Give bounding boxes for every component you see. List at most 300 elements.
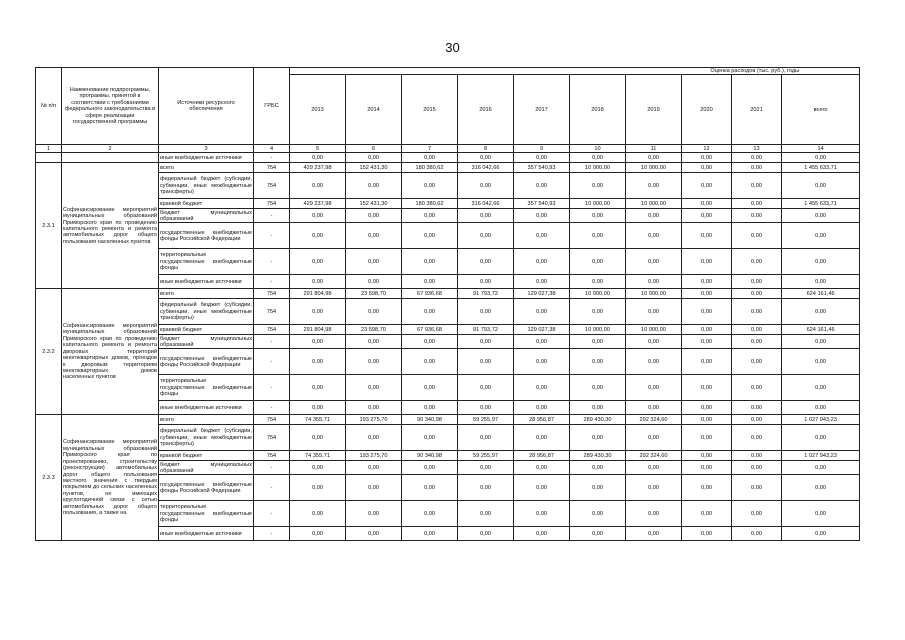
value-cell: 0,00	[626, 299, 682, 325]
value-cell: 292 324,60	[626, 451, 682, 461]
grbs-code: -	[254, 335, 290, 349]
value-cell: 0,00	[682, 461, 732, 475]
table-row	[36, 451, 860, 461]
value-cell: 0,00	[346, 275, 402, 289]
value-cell: 0,00	[682, 173, 732, 199]
row-index: 2.3.3	[36, 415, 62, 541]
value-cell: 0,00	[732, 349, 782, 375]
column-number: 12	[682, 145, 732, 153]
value-cell: 624 161,46	[782, 325, 860, 335]
value-cell: 0,00	[402, 425, 458, 451]
value-cell: 28 956,87	[514, 451, 570, 461]
value-cell: 0,00	[514, 299, 570, 325]
header-year: 2020	[682, 75, 732, 145]
table-row	[36, 173, 860, 199]
row-name: Софинансирование мероприятий муниципальных образований Приморского края по проведению капитального ремонта и ремонта дворовых территорий многоквартирных домов, проездов к дворовым территориям многоквартирных домов населенных пунктов	[62, 289, 159, 415]
value-cell: 129 027,38	[514, 325, 570, 335]
value-cell: 0,00	[626, 173, 682, 199]
value-cell: 0,00	[732, 527, 782, 541]
grbs-code: -	[254, 209, 290, 223]
value-cell: 90 340,98	[402, 415, 458, 425]
grbs-code: 754	[254, 451, 290, 461]
value-cell: 0,00	[626, 249, 682, 275]
value-cell: 59 255,97	[458, 415, 514, 425]
funding-source: иные внебюджетные источники	[159, 153, 254, 163]
value-cell: 0,00	[514, 375, 570, 401]
value-cell: 0,00	[570, 375, 626, 401]
value-cell: 0,00	[458, 461, 514, 475]
value-cell: 0,00	[682, 425, 732, 451]
value-cell: 0,00	[682, 199, 732, 209]
value-cell: 0,00	[458, 375, 514, 401]
value-cell: 0,00	[290, 249, 346, 275]
table-row	[36, 401, 860, 415]
grbs-code: 754	[254, 415, 290, 425]
value-cell: 0,00	[346, 299, 402, 325]
value-cell: 429 237,98	[290, 163, 346, 173]
value-cell: 0,00	[514, 173, 570, 199]
value-cell: 0,00	[682, 375, 732, 401]
column-number: 9	[514, 145, 570, 153]
grbs-code: -	[254, 275, 290, 289]
value-cell: 91 793,72	[458, 289, 514, 299]
funding-source: государственные внебюджетные фонды Российской Федерации	[159, 223, 254, 249]
value-cell: 0,00	[458, 349, 514, 375]
value-cell: 0,00	[782, 475, 860, 501]
value-cell: 0,00	[290, 527, 346, 541]
value-cell: 0,00	[626, 461, 682, 475]
value-cell: 0,00	[682, 163, 732, 173]
value-cell: 0,00	[514, 501, 570, 527]
value-cell: 0,00	[514, 249, 570, 275]
value-cell: 0,00	[346, 335, 402, 349]
value-cell: 357 540,93	[514, 199, 570, 209]
value-cell: 0,00	[402, 335, 458, 349]
value-cell: 0,00	[732, 223, 782, 249]
header-year: 2017	[514, 75, 570, 145]
value-cell: 152 431,30	[346, 199, 402, 209]
funding-source: всего	[159, 163, 254, 173]
funding-source: краевой бюджет	[159, 451, 254, 461]
grbs-code: 754	[254, 199, 290, 209]
funding-source: бюджет муниципальных образований	[160, 209, 252, 222]
value-cell: 0,00	[402, 401, 458, 415]
table-row	[36, 375, 860, 401]
column-number: 8	[458, 145, 514, 153]
grbs-code: -	[254, 501, 290, 527]
funding-source: всего	[159, 415, 254, 425]
value-cell: 10 000,00	[626, 325, 682, 335]
value-cell: 0,00	[458, 501, 514, 527]
value-cell: 0,00	[782, 249, 860, 275]
value-cell: 0,00	[346, 173, 402, 199]
value-cell: 0,00	[626, 501, 682, 527]
value-cell: 0,00	[346, 249, 402, 275]
value-cell: 0,00	[290, 223, 346, 249]
table-row	[36, 223, 860, 249]
value-cell: 0,00	[732, 501, 782, 527]
value-cell: 0,00	[346, 209, 402, 223]
value-cell: 0,00	[782, 153, 860, 163]
value-cell: 0,00	[346, 527, 402, 541]
table-row	[36, 153, 860, 163]
header-year: всего	[782, 75, 860, 145]
value-cell: 0,00	[402, 299, 458, 325]
value-cell: 193 275,70	[346, 415, 402, 425]
table-row	[36, 501, 860, 527]
header-year: 2016	[458, 75, 514, 145]
header-year: 2018	[570, 75, 626, 145]
value-cell: 0,00	[782, 173, 860, 199]
value-cell: 0,00	[682, 153, 732, 163]
value-cell: 180 380,62	[402, 199, 458, 209]
header-year: 2015	[402, 75, 458, 145]
value-cell: 292 324,60	[626, 415, 682, 425]
value-cell: 0,00	[570, 249, 626, 275]
value-cell: 0,00	[514, 527, 570, 541]
value-cell: 0,00	[402, 349, 458, 375]
value-cell: 90 340,98	[402, 451, 458, 461]
grbs-code: -	[254, 223, 290, 249]
value-cell: 0,00	[346, 501, 402, 527]
value-cell: 0,00	[458, 209, 514, 223]
value-cell: 0,00	[570, 349, 626, 375]
column-number: 1	[36, 145, 62, 153]
table-row	[36, 275, 860, 289]
funding-source: краевой бюджет	[159, 325, 254, 335]
value-cell: 180 380,62	[402, 163, 458, 173]
value-cell: 0,00	[626, 375, 682, 401]
header-source: Источники ресурсного обеспечения	[159, 68, 254, 145]
value-cell: 0,00	[682, 299, 732, 325]
column-number: 4	[254, 145, 290, 153]
value-cell: 0,00	[682, 401, 732, 415]
value-cell: 0,00	[732, 275, 782, 289]
value-cell: 0,00	[682, 451, 732, 461]
grbs-code: 754	[254, 299, 290, 325]
grbs-code: -	[254, 153, 290, 163]
value-cell: 0,00	[732, 425, 782, 451]
value-cell: 0,00	[782, 335, 860, 349]
value-cell: 0,00	[402, 249, 458, 275]
header-year: 2013	[290, 75, 346, 145]
value-cell: 0,00	[514, 209, 570, 223]
grbs-code: -	[254, 475, 290, 501]
value-cell: 0,00	[782, 299, 860, 325]
value-cell: 0,00	[782, 275, 860, 289]
value-cell: 0,00	[514, 461, 570, 475]
value-cell: 429 237,98	[290, 199, 346, 209]
value-cell: 0,00	[570, 299, 626, 325]
value-cell: 0,00	[402, 475, 458, 501]
value-cell: 10 000,00	[570, 325, 626, 335]
funding-source: государственные внебюджетные фонды Российской Федерации	[159, 349, 254, 375]
value-cell: 0,00	[346, 475, 402, 501]
value-cell: 0,00	[732, 475, 782, 501]
value-cell: 74 355,71	[290, 415, 346, 425]
funding-source: территориальные государственные внебюджетные фонды	[159, 501, 254, 527]
value-cell: 0,00	[682, 475, 732, 501]
value-cell: 0,00	[458, 299, 514, 325]
value-cell: 291 804,98	[290, 289, 346, 299]
row-index: 2.3.1	[36, 163, 62, 289]
value-cell: 0,00	[782, 461, 860, 475]
value-cell: 0,00	[682, 209, 732, 223]
value-cell: 0,00	[570, 153, 626, 163]
value-cell: 0,00	[290, 475, 346, 501]
value-cell: 152 431,30	[346, 163, 402, 173]
row-name: Софинансирование мероприятий муниципальных образований Приморского края по проектированию, строительству (реконструкции) автомобильных дорог общего пользования местного значения с твердым покрытием до сельских населенных пунктов, не имеющих круглогодичной связи с сетью автомобильных дорог общего пользования, а также на	[62, 415, 159, 541]
value-cell: 0,00	[290, 153, 346, 163]
value-cell: 0,00	[290, 461, 346, 475]
value-cell: 0,00	[346, 223, 402, 249]
value-cell: 0,00	[458, 223, 514, 249]
value-cell: 0,00	[626, 425, 682, 451]
grbs-code: 754	[254, 163, 290, 173]
value-cell: 0,00	[570, 335, 626, 349]
column-number: 2	[62, 145, 159, 153]
table-row	[36, 199, 860, 209]
value-cell: 0,00	[782, 223, 860, 249]
grbs-code: -	[254, 375, 290, 401]
value-cell: 0,00	[732, 375, 782, 401]
table-row	[36, 415, 860, 425]
value-cell: 0,00	[682, 349, 732, 375]
value-cell: 357 540,93	[514, 163, 570, 173]
value-cell: 0,00	[402, 209, 458, 223]
value-cell: 0,00	[570, 425, 626, 451]
value-cell: 0,00	[290, 335, 346, 349]
value-cell: 0,00	[732, 199, 782, 209]
value-cell: 0,00	[626, 275, 682, 289]
value-cell: 0,00	[682, 249, 732, 275]
header-year: 2019	[626, 75, 682, 145]
value-cell: 0,00	[732, 325, 782, 335]
value-cell: 0,00	[732, 451, 782, 461]
value-cell: 0,00	[626, 209, 682, 223]
value-cell: 0,00	[732, 173, 782, 199]
table-row	[36, 349, 860, 375]
value-cell: 10 000,00	[626, 289, 682, 299]
value-cell: 0,00	[402, 223, 458, 249]
value-cell: 0,00	[346, 401, 402, 415]
value-cell: 0,00	[732, 299, 782, 325]
column-number: 3	[159, 145, 254, 153]
funding-source: бюджет муниципальных образований	[160, 461, 252, 474]
grbs-code: 754	[254, 425, 290, 451]
column-number: 13	[732, 145, 782, 153]
value-cell: 67 936,68	[402, 325, 458, 335]
value-cell: 0,00	[782, 527, 860, 541]
header-year: 2014	[346, 75, 402, 145]
grbs-code: -	[254, 461, 290, 475]
value-cell: 0,00	[458, 153, 514, 163]
value-cell: 0,00	[290, 501, 346, 527]
value-cell: 0,00	[402, 153, 458, 163]
value-cell: 289 430,30	[570, 451, 626, 461]
funding-source: федеральный бюджет (субсидии, субвенции, иные межбюджетные трансферты)	[159, 173, 254, 199]
value-cell: 0,00	[570, 223, 626, 249]
value-cell: 0,00	[514, 335, 570, 349]
row-index: 2.3.2	[36, 289, 62, 415]
grbs-code: -	[254, 401, 290, 415]
value-cell: 0,00	[732, 209, 782, 223]
value-cell: 0,00	[782, 375, 860, 401]
value-cell: 10 000,00	[570, 199, 626, 209]
column-number: 7	[402, 145, 458, 153]
value-cell: 0,00	[682, 415, 732, 425]
value-cell: 0,00	[782, 401, 860, 415]
value-cell: 0,00	[346, 153, 402, 163]
value-cell: 0,00	[626, 401, 682, 415]
value-cell: 0,00	[682, 289, 732, 299]
value-cell: 10 000,00	[626, 163, 682, 173]
value-cell: 1 455 633,71	[782, 199, 860, 209]
funding-source: территориальные государственные внебюджетные фонды	[159, 375, 254, 401]
value-cell: 0,00	[626, 527, 682, 541]
value-cell: 0,00	[782, 349, 860, 375]
value-cell: 0,00	[514, 275, 570, 289]
value-cell: 10 000,00	[570, 289, 626, 299]
table-row	[36, 335, 860, 349]
funding-source: государственные внебюджетные фонды Российской Федерации	[159, 475, 254, 501]
value-cell: 23 598,70	[346, 289, 402, 299]
value-cell: 0,00	[290, 401, 346, 415]
value-cell: 0,00	[682, 325, 732, 335]
value-cell: 0,00	[346, 349, 402, 375]
value-cell: 0,00	[570, 209, 626, 223]
table-row	[36, 425, 860, 451]
row-index	[36, 153, 62, 163]
value-cell: 0,00	[514, 223, 570, 249]
table-row	[36, 209, 860, 223]
grbs-code: 754	[254, 325, 290, 335]
value-cell: 0,00	[290, 173, 346, 199]
value-cell: 10 000,00	[626, 199, 682, 209]
value-cell: 0,00	[782, 425, 860, 451]
value-cell: 0,00	[402, 527, 458, 541]
value-cell: 0,00	[570, 475, 626, 501]
value-cell: 0,00	[290, 275, 346, 289]
funding-source: территориальные государственные внебюджетные фонды	[159, 249, 254, 275]
value-cell: 0,00	[732, 461, 782, 475]
column-number: 5	[290, 145, 346, 153]
value-cell: 0,00	[458, 335, 514, 349]
value-cell: 1 027 943,23	[782, 451, 860, 461]
value-cell: 0,00	[402, 275, 458, 289]
value-cell: 0,00	[682, 275, 732, 289]
header-year: 2021	[732, 75, 782, 145]
value-cell: 0,00	[290, 375, 346, 401]
value-cell: 0,00	[626, 153, 682, 163]
value-cell: 0,00	[732, 415, 782, 425]
table-row	[36, 461, 860, 475]
value-cell: 0,00	[290, 349, 346, 375]
value-cell: 0,00	[732, 249, 782, 275]
value-cell: 74 355,71	[290, 451, 346, 461]
table-row	[36, 163, 860, 173]
header-grbs: ГРБС	[254, 68, 290, 145]
funding-source: всего	[159, 289, 254, 299]
value-cell: 0,00	[514, 475, 570, 501]
value-cell: 0,00	[514, 349, 570, 375]
row-name	[62, 153, 159, 163]
value-cell: 0,00	[570, 527, 626, 541]
value-cell: 1 027 943,23	[782, 415, 860, 425]
value-cell: 0,00	[782, 209, 860, 223]
value-cell: 0,00	[732, 153, 782, 163]
page-number: 30	[445, 40, 460, 55]
value-cell: 0,00	[570, 461, 626, 475]
funding-source: федеральный бюджет (субсидии, субвенции, иные межбюджетные трансферты)	[159, 299, 254, 325]
value-cell: 0,00	[570, 501, 626, 527]
value-cell: 0,00	[514, 153, 570, 163]
value-cell: 67 936,68	[402, 289, 458, 299]
value-cell: 0,00	[570, 275, 626, 289]
funding-source: федеральный бюджет (субсидии, субвенции, иные межбюджетные трансферты)	[159, 425, 254, 451]
value-cell: 0,00	[458, 425, 514, 451]
header-name: Наименование подпрограммы, программы, принятой в соответствии с требованиями федерального законодательства в сфере реализации государственной программы	[62, 68, 159, 145]
value-cell: 0,00	[626, 349, 682, 375]
value-cell: 10 000,00	[570, 163, 626, 173]
value-cell: 0,00	[346, 375, 402, 401]
column-number: 11	[626, 145, 682, 153]
grbs-code: 754	[254, 173, 290, 199]
header-idx: № п/п	[36, 68, 62, 145]
value-cell: 0,00	[732, 289, 782, 299]
value-cell: 0,00	[458, 401, 514, 415]
value-cell: 0,00	[682, 223, 732, 249]
value-cell: 289 430,30	[570, 415, 626, 425]
value-cell: 0,00	[402, 375, 458, 401]
value-cell: 0,00	[346, 425, 402, 451]
value-cell: 0,00	[682, 335, 732, 349]
column-number: 10	[570, 145, 626, 153]
value-cell: 624 161,46	[782, 289, 860, 299]
table-row	[36, 325, 860, 335]
value-cell: 28 956,87	[514, 415, 570, 425]
value-cell: 0,00	[514, 401, 570, 415]
value-cell: 0,00	[346, 461, 402, 475]
funding-source: иные внебюджетные источники	[159, 527, 254, 541]
value-cell: 0,00	[402, 461, 458, 475]
table-row	[36, 289, 860, 299]
value-cell: 0,00	[458, 173, 514, 199]
value-cell: 129 027,38	[514, 289, 570, 299]
header-estimate: Оценка расходов (тыс. руб.), годы	[290, 68, 860, 75]
value-cell: 0,00	[732, 401, 782, 415]
funding-source: бюджет муниципальных образований	[160, 335, 252, 348]
table-row	[36, 249, 860, 275]
value-cell: 0,00	[732, 163, 782, 173]
value-cell: 316 042,66	[458, 163, 514, 173]
value-cell: 0,00	[290, 425, 346, 451]
table-row	[36, 299, 860, 325]
value-cell: 0,00	[514, 425, 570, 451]
value-cell: 0,00	[732, 335, 782, 349]
value-cell: 0,00	[570, 173, 626, 199]
value-cell: 0,00	[290, 299, 346, 325]
value-cell: 0,00	[290, 209, 346, 223]
grbs-code: -	[254, 527, 290, 541]
value-cell: 91 793,72	[458, 325, 514, 335]
grbs-code: -	[254, 249, 290, 275]
value-cell: 59 255,97	[458, 451, 514, 461]
value-cell: 0,00	[458, 475, 514, 501]
table-row	[36, 475, 860, 501]
value-cell: 0,00	[570, 401, 626, 415]
grbs-code: -	[254, 349, 290, 375]
